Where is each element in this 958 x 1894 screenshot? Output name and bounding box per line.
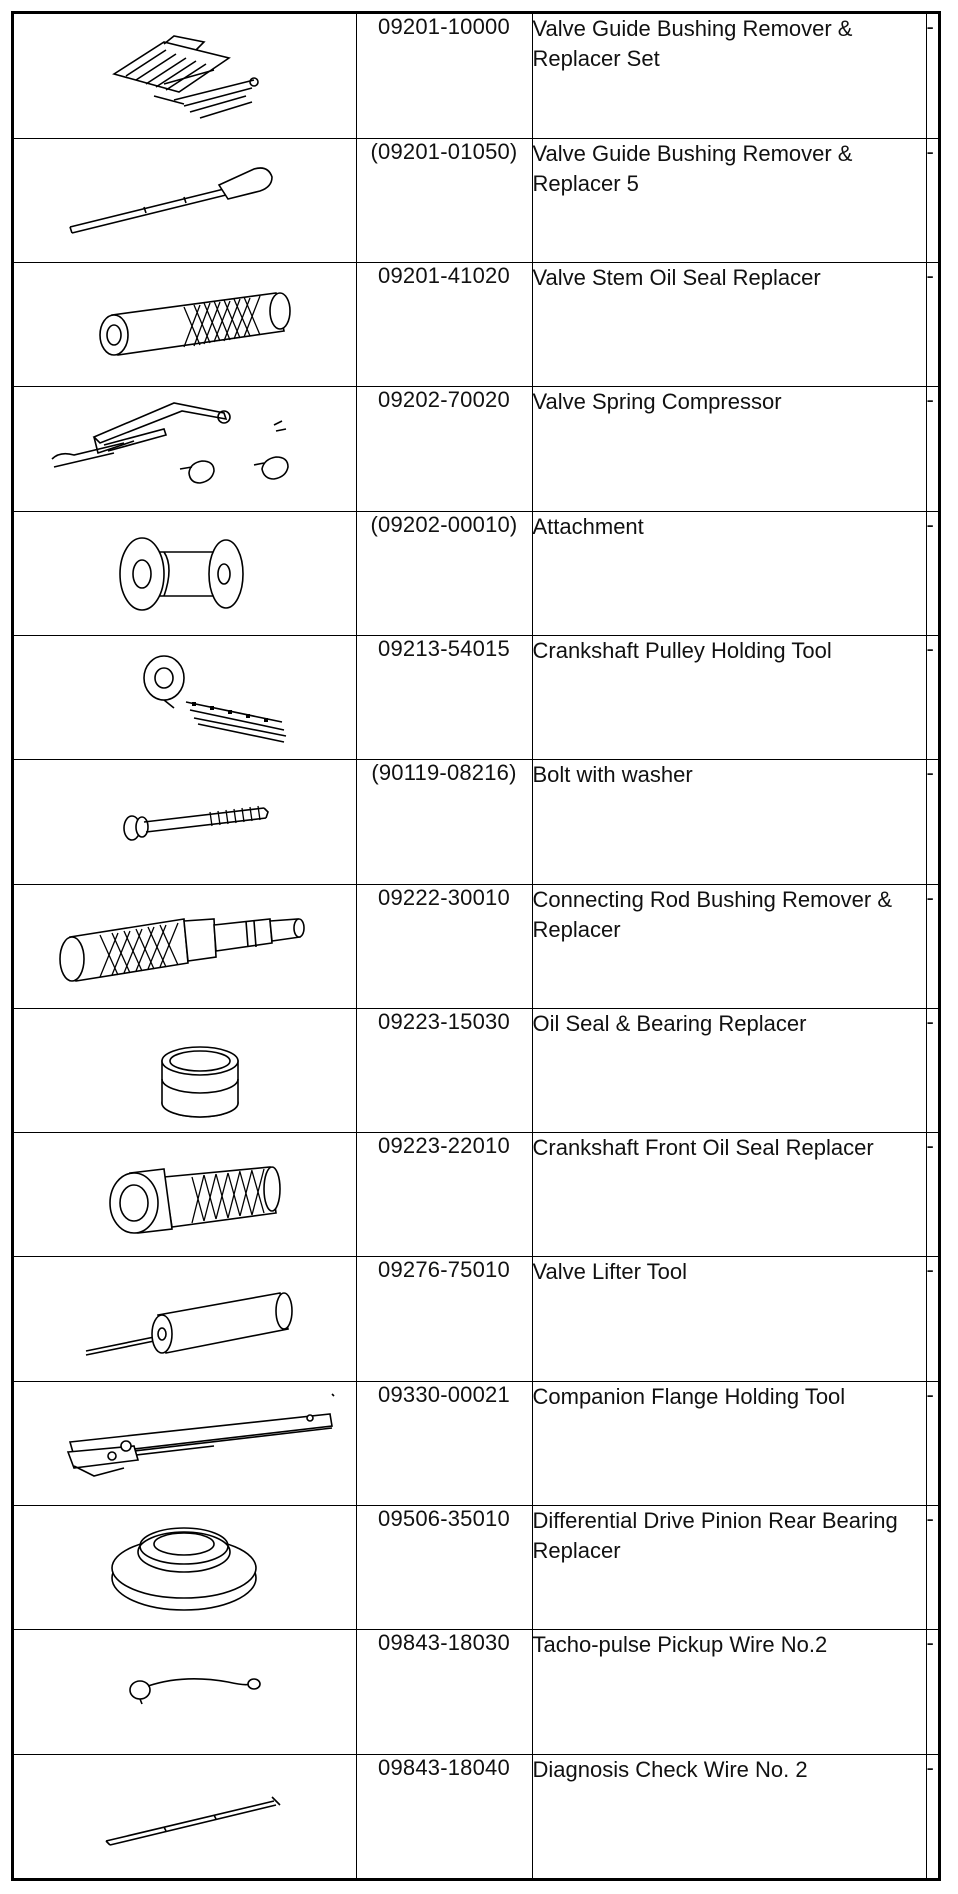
part-number: 09330-00021 (356, 1381, 532, 1505)
diagnosis-check-wire-icon (14, 1755, 356, 1879)
crankshaft-pulley-holding-tool-icon (14, 636, 356, 760)
tools-table (14, 14, 938, 1878)
crankshaft-front-oil-seal-replacer-icon (14, 1133, 356, 1257)
tool-name: Valve Stem Oil Seal Replacer (532, 263, 926, 387)
table-row (14, 1133, 938, 1257)
table-row (14, 760, 938, 884)
tool-name: Valve Spring Compressor (532, 387, 926, 511)
note-cell: - (926, 1754, 938, 1878)
tool-name: Valve Guide Bushing Remover & Replacer Set (532, 14, 926, 138)
special-service-tools-table (11, 11, 941, 1881)
valve-lifter-tool-icon (14, 1257, 356, 1381)
note-cell: - (926, 884, 938, 1008)
tool-name: Valve Guide Bushing Remover & Replacer 5 (532, 138, 926, 262)
attachment-icon (14, 512, 356, 636)
part-number: (09201-01050) (356, 138, 532, 262)
part-number: 09223-22010 (356, 1133, 532, 1257)
tool-name: Crankshaft Front Oil Seal Replacer (532, 1133, 926, 1257)
table-row (14, 1506, 938, 1630)
tool-name: Valve Lifter Tool (532, 1257, 926, 1381)
note-cell: - (926, 1506, 938, 1630)
note-cell: - (926, 14, 938, 138)
table-row (14, 138, 938, 262)
companion-flange-holding-tool-icon (14, 1382, 356, 1506)
table-row (14, 1754, 938, 1878)
table-row (14, 511, 938, 635)
note-cell: - (926, 1133, 938, 1257)
note-cell: - (926, 263, 938, 387)
oil-seal-bearing-replacer-icon (14, 1009, 356, 1133)
table-row (14, 1381, 938, 1505)
part-number: 09843-18030 (356, 1630, 532, 1754)
valve-stem-oil-seal-replacer-icon (14, 263, 356, 387)
table-row (14, 387, 938, 511)
note-cell: - (926, 1008, 938, 1132)
table-row (14, 263, 938, 387)
pinion-rear-bearing-replacer-icon (14, 1506, 356, 1630)
note-cell: - (926, 511, 938, 635)
tool-name: Attachment (532, 511, 926, 635)
valve-guide-bushing-drift-icon (14, 139, 356, 263)
note-cell: - (926, 1630, 938, 1754)
note-cell: - (926, 1381, 938, 1505)
part-number: 09223-15030 (356, 1008, 532, 1132)
table-row (14, 1008, 938, 1132)
bolt-with-washer-icon (14, 760, 356, 884)
tool-name: Oil Seal & Bearing Replacer (532, 1008, 926, 1132)
note-cell: - (926, 635, 938, 759)
note-cell: - (926, 387, 938, 511)
tool-name: Connecting Rod Bushing Remover & Replacer (532, 884, 926, 1008)
part-number: (09202-00010) (356, 511, 532, 635)
table-row (14, 1630, 938, 1754)
tool-name: Diagnosis Check Wire No. 2 (532, 1754, 926, 1878)
valve-spring-compressor-icon (14, 387, 356, 511)
part-number: 09202-70020 (356, 387, 532, 511)
valve-guide-bushing-set-icon (14, 14, 356, 138)
part-number: (90119-08216) (356, 760, 532, 884)
tacho-pulse-pickup-wire-icon (14, 1630, 356, 1754)
part-number: 09843-18040 (356, 1754, 532, 1878)
part-number: 09213-54015 (356, 635, 532, 759)
tool-name: Tacho-pulse Pickup Wire No.2 (532, 1630, 926, 1754)
note-cell: - (926, 760, 938, 884)
part-number: 09201-10000 (356, 14, 532, 138)
tool-name: Bolt with washer (532, 760, 926, 884)
part-number: 09506-35010 (356, 1506, 532, 1630)
part-number: 09276-75010 (356, 1257, 532, 1381)
part-number: 09222-30010 (356, 884, 532, 1008)
tool-name: Differential Drive Pinion Rear Bearing Replacer (532, 1506, 926, 1630)
tool-name: Crankshaft Pulley Holding Tool (532, 635, 926, 759)
connecting-rod-bushing-tool-icon (14, 885, 356, 1009)
table-row (14, 884, 938, 1008)
note-cell: - (926, 1257, 938, 1381)
table-row (14, 635, 938, 759)
table-row (14, 14, 938, 138)
tool-name: Companion Flange Holding Tool (532, 1381, 926, 1505)
part-number: 09201-41020 (356, 263, 532, 387)
table-row (14, 1257, 938, 1381)
note-cell: - (926, 138, 938, 262)
